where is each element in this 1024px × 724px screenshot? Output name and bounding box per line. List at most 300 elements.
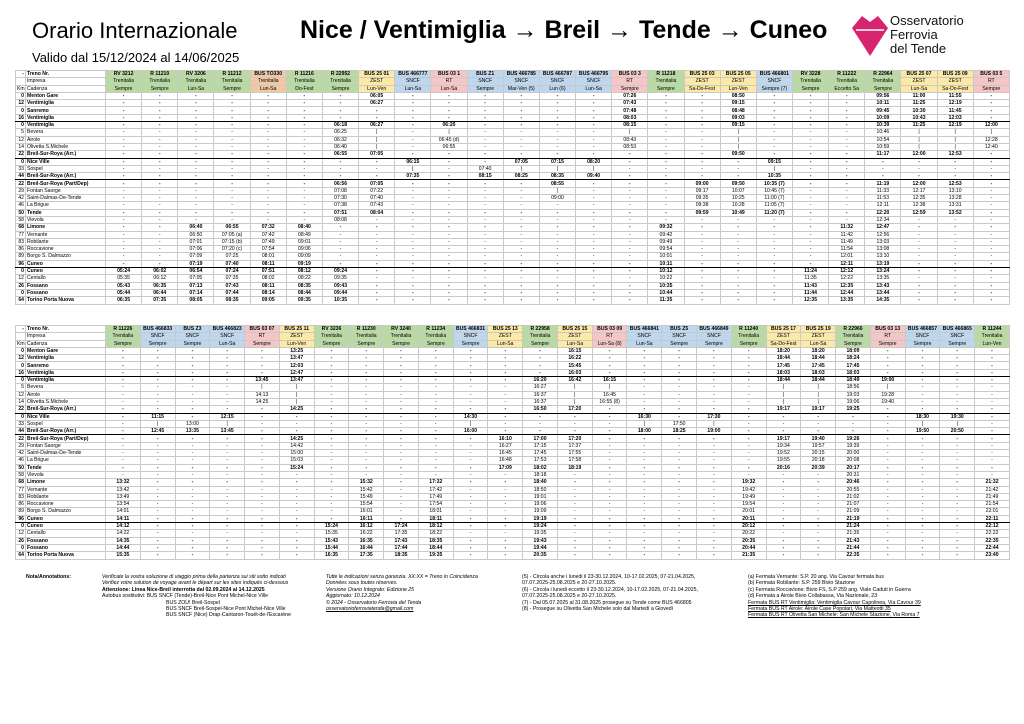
time-cell: - <box>250 195 286 202</box>
time-cell: 08:44 <box>286 289 322 296</box>
time-cell: 10:35 <box>756 173 792 180</box>
time-cell: - <box>592 464 627 471</box>
time-cell: - <box>576 282 612 289</box>
time-cell: - <box>314 479 349 486</box>
km-cell: 50 <box>16 464 26 471</box>
operator-cell: SNCF <box>539 78 575 85</box>
time-cell: - <box>106 224 142 231</box>
time-cell: - <box>684 253 720 260</box>
time-cell: | <box>901 129 937 136</box>
km-cell: 58 <box>16 471 26 478</box>
time-cell: 18:44 <box>766 355 801 362</box>
train-number-cell: BUS 466777 <box>395 71 431 78</box>
time-cell: 14:35 <box>865 297 901 304</box>
time-cell: 14:42 <box>279 442 314 449</box>
time-cell: - <box>836 428 871 435</box>
time-cell: 12:35 <box>792 297 828 304</box>
time-cell: 18:20 <box>801 347 836 354</box>
time-cell: - <box>662 552 697 559</box>
time-cell: 14:13 <box>245 391 280 398</box>
time-cell: - <box>697 515 732 522</box>
time-cell: 19:40 <box>870 398 905 405</box>
time-cell: - <box>905 508 940 515</box>
time-cell: 19:43 <box>523 537 558 544</box>
time-cell: 12:35 <box>901 195 937 202</box>
time-cell: - <box>829 143 865 150</box>
time-cell: - <box>662 435 697 442</box>
time-cell: - <box>612 173 648 180</box>
time-cell: - <box>210 362 245 369</box>
time-cell: - <box>140 471 175 478</box>
time-cell: - <box>792 100 828 107</box>
note-link[interactable]: osservatorioferroviatenda@gmail.com <box>326 606 414 613</box>
time-cell: 17:42 <box>418 486 453 493</box>
time-cell: - <box>106 442 141 449</box>
time-cell: 08:08 <box>322 216 358 223</box>
time-cell: - <box>210 450 245 457</box>
time-cell: - <box>697 508 732 515</box>
time-cell: - <box>210 523 245 530</box>
train-number-cell: R 11240 <box>731 326 766 333</box>
time-cell: - <box>684 216 720 223</box>
time-cell: | <box>359 136 395 143</box>
time-cell: 09:05 <box>250 297 286 304</box>
time-cell: - <box>612 260 648 267</box>
time-cell: - <box>395 275 431 282</box>
time-cell: - <box>106 165 142 172</box>
time-cell: 17:00 <box>523 435 558 442</box>
time-cell: - <box>286 180 322 187</box>
operator-cell: SNCF <box>697 333 732 340</box>
days-cell: Sempre <box>384 340 419 347</box>
time-cell: - <box>697 377 732 384</box>
time-cell: 10:54 <box>865 136 901 143</box>
km-header-cell <box>16 78 26 85</box>
time-cell: | <box>557 391 592 398</box>
time-cell: - <box>503 282 539 289</box>
km-cell: 50 <box>16 209 26 216</box>
time-cell: - <box>106 122 142 129</box>
time-cell: - <box>940 355 975 362</box>
time-cell: - <box>431 231 467 238</box>
time-cell: - <box>697 391 732 398</box>
time-cell: 11:44 <box>792 289 828 296</box>
time-cell: | <box>539 187 575 194</box>
notes-col2 <box>102 574 291 619</box>
station-row <box>16 209 1010 216</box>
time-cell: - <box>829 173 865 180</box>
note-line: BUS SNCF (Nice) Drap-Cantaron-Touët-de-l'Escarène <box>166 612 291 619</box>
time-cell: - <box>756 289 792 296</box>
time-cell: - <box>662 471 697 478</box>
station-row <box>16 501 1010 508</box>
time-cell: - <box>592 457 627 464</box>
time-cell: - <box>142 246 178 253</box>
time-cell: 07:51 <box>322 209 358 216</box>
time-cell: - <box>940 347 975 354</box>
time-cell: - <box>286 165 322 172</box>
time-cell: - <box>210 493 245 500</box>
time-cell: - <box>731 406 766 413</box>
time-cell: 16:22 <box>349 530 384 537</box>
days-cell: Sempre <box>792 85 828 92</box>
train-number-cell: BUS 03 5 <box>973 71 1009 78</box>
station-row <box>16 92 1010 99</box>
time-cell: - <box>697 464 732 471</box>
time-cell: 08:04 <box>359 209 395 216</box>
time-cell: - <box>612 268 648 275</box>
time-cell: - <box>940 508 975 515</box>
time-cell: - <box>870 450 905 457</box>
time-cell: - <box>973 187 1009 194</box>
time-cell: - <box>684 151 720 158</box>
note-line: 07.07.2025-25.08.2025 e 20-27.10.2025. <box>522 593 617 600</box>
time-cell: - <box>106 420 141 427</box>
time-cell: - <box>697 369 732 376</box>
time-cell: - <box>467 187 503 194</box>
station-name: Breil-Sur-Roya (Part/Dep) <box>26 180 106 187</box>
time-cell: 13:54 <box>106 501 141 508</box>
station-row <box>16 384 1010 391</box>
note-line: Verificate la vostra soluzione di viaggio prima della partenza sui siti sotto indicati <box>102 574 286 580</box>
time-cell: 15:24 <box>279 464 314 471</box>
time-cell: - <box>395 107 431 114</box>
time-cell: - <box>662 391 697 398</box>
time-cell: 19:00 <box>870 377 905 384</box>
time-cell: 09:19 <box>286 260 322 267</box>
time-cell: - <box>106 413 141 420</box>
time-cell: 22:22 <box>975 530 1010 537</box>
time-cell: - <box>648 151 684 158</box>
time-cell: - <box>731 471 766 478</box>
time-cell: - <box>539 202 575 209</box>
time-cell: 06:35 <box>142 282 178 289</box>
time-cell: - <box>142 187 178 194</box>
time-cell: 11:35 <box>792 275 828 282</box>
time-cell: - <box>684 173 720 180</box>
station-row <box>16 158 1010 165</box>
header <box>0 0 1024 70</box>
km-cell: 12 <box>16 136 26 143</box>
km-cell: 12 <box>16 530 26 537</box>
time-cell: | <box>937 136 973 143</box>
train-number-cell: BUS 466857 <box>905 326 940 333</box>
time-cell: - <box>940 486 975 493</box>
time-cell: | <box>801 391 836 398</box>
time-cell: - <box>731 450 766 457</box>
time-cell: - <box>648 202 684 209</box>
time-cell: - <box>627 362 662 369</box>
time-cell: - <box>756 238 792 245</box>
time-cell: - <box>384 479 419 486</box>
time-cell: - <box>870 362 905 369</box>
time-cell: - <box>142 180 178 187</box>
days-cell: Sa-Do-Fest <box>937 85 973 92</box>
time-cell: - <box>940 479 975 486</box>
time-cell: - <box>870 464 905 471</box>
train-number-cell: RV 3228 <box>792 71 828 78</box>
time-cell: - <box>140 398 175 405</box>
time-cell: 09:43 <box>322 282 358 289</box>
time-cell: - <box>627 552 662 559</box>
time-cell: 13:52 <box>937 209 973 216</box>
time-cell: 12:11 <box>865 202 901 209</box>
time-cell: | <box>592 384 627 391</box>
time-cell: - <box>210 537 245 544</box>
time-cell: 20:35 <box>523 552 558 559</box>
time-cell: 11:45 <box>937 107 973 114</box>
time-cell: - <box>766 471 801 478</box>
time-cell: 07:51 <box>250 268 286 275</box>
time-cell: - <box>576 92 612 99</box>
time-cell: 07:01 <box>178 238 214 245</box>
time-cell: 10:39 <box>865 122 901 129</box>
time-cell: - <box>384 493 419 500</box>
km-cell: 0 <box>16 347 26 354</box>
time-cell: - <box>214 180 250 187</box>
time-cell: - <box>697 398 732 405</box>
operator-cell: Trenitalia <box>106 78 142 85</box>
time-cell: 16:35 <box>314 552 349 559</box>
time-cell: - <box>106 173 142 180</box>
time-cell: - <box>488 493 523 500</box>
time-cell: - <box>576 129 612 136</box>
time-cell: 17:37 <box>557 442 592 449</box>
time-cell: - <box>801 471 836 478</box>
time-cell: - <box>870 420 905 427</box>
time-cell: 17:44 <box>384 544 419 551</box>
time-cell: - <box>210 377 245 384</box>
time-cell: 13:03 <box>865 238 901 245</box>
time-cell: 06:18 <box>322 122 358 129</box>
time-cell: 12:19 <box>937 100 973 107</box>
time-cell: - <box>106 428 141 435</box>
time-cell: - <box>756 260 792 267</box>
time-cell: - <box>684 275 720 282</box>
km-cell: 89 <box>16 253 26 260</box>
time-cell: - <box>384 347 419 354</box>
time-cell: - <box>870 413 905 420</box>
time-cell: - <box>349 369 384 376</box>
time-cell: 09:15 <box>720 100 756 107</box>
station-row <box>16 122 1010 129</box>
time-cell: 12:47 <box>865 224 901 231</box>
station-row <box>16 391 1010 398</box>
time-cell: 12:44 <box>829 289 865 296</box>
time-cell: - <box>973 260 1009 267</box>
time-cell: 19:17 <box>766 435 801 442</box>
time-cell: 13:31 <box>937 202 973 209</box>
time-cell: - <box>314 384 349 391</box>
station-name: Fossano <box>26 544 106 551</box>
time-cell: 18:56 <box>836 384 871 391</box>
time-cell: - <box>662 457 697 464</box>
time-cell: - <box>106 92 142 99</box>
km-cell: 16 <box>16 114 26 121</box>
time-cell: - <box>359 114 395 121</box>
time-cell: - <box>453 457 488 464</box>
station-name: Vernante <box>26 486 106 493</box>
time-cell: 22:01 <box>975 508 1010 515</box>
km-cell: 22 <box>16 435 26 442</box>
time-cell: 17:20 <box>557 406 592 413</box>
time-cell: - <box>720 224 756 231</box>
time-cell: - <box>322 114 358 121</box>
time-cell: - <box>395 202 431 209</box>
time-cell: - <box>801 486 836 493</box>
time-cell: - <box>210 515 245 522</box>
time-cell: - <box>801 523 836 530</box>
operator-cell: SNCF <box>627 333 662 340</box>
time-cell: - <box>279 552 314 559</box>
time-cell: - <box>214 216 250 223</box>
time-cell: 18:50 <box>523 486 558 493</box>
time-cell: - <box>662 486 697 493</box>
note-line: (8) - Prosegue su Olivetta San Michele solo dal Martedì a Giovedì <box>522 606 674 613</box>
time-cell: - <box>801 501 836 508</box>
train-number-cell: BUS 466823 <box>210 326 245 333</box>
time-cell: - <box>756 297 792 304</box>
time-cell: - <box>384 369 419 376</box>
time-cell: - <box>286 158 322 165</box>
time-cell: - <box>870 369 905 376</box>
time-cell: - <box>106 464 141 471</box>
time-cell: - <box>467 151 503 158</box>
days-cell: Sa-Do-Fest <box>684 85 720 92</box>
time-cell: 13:49 <box>106 493 141 500</box>
time-cell: 07:48 <box>612 107 648 114</box>
km-header-cell: Km <box>17 85 25 92</box>
km-cell: 96 <box>16 260 26 267</box>
time-cell: - <box>142 129 178 136</box>
time-cell: - <box>792 107 828 114</box>
operator-cell: ZEST <box>557 333 592 340</box>
days-cell: Lun-Sa <box>576 85 612 92</box>
time-cell: 18:35 <box>418 537 453 544</box>
station-name: La Brigue <box>26 457 106 464</box>
time-cell: - <box>314 450 349 457</box>
time-cell: - <box>697 530 732 537</box>
time-cell: 17:58 <box>557 457 592 464</box>
time-cell: - <box>210 391 245 398</box>
km-cell: 5 <box>16 384 26 391</box>
operator-cell: SNCF <box>940 333 975 340</box>
time-cell: - <box>937 297 973 304</box>
time-cell: - <box>384 464 419 471</box>
time-cell: - <box>662 544 697 551</box>
notes-col5 <box>748 574 921 619</box>
time-cell: | <box>901 143 937 150</box>
time-cell: 13:47 <box>279 377 314 384</box>
time-cell: - <box>503 253 539 260</box>
days-cell: Lun-Sa <box>431 85 467 92</box>
time-cell: 11:55 <box>937 92 973 99</box>
time-cell: 21:54 <box>975 501 1010 508</box>
time-cell: 12:35 <box>829 282 865 289</box>
time-cell: - <box>245 355 280 362</box>
time-cell: | <box>279 391 314 398</box>
time-cell: 07:25 <box>214 253 250 260</box>
time-cell: 19:06 <box>836 398 871 405</box>
station-name: Breil-Sur-Roya (Arr.) <box>26 173 106 180</box>
time-cell: - <box>384 486 419 493</box>
time-cell: 08:15 <box>612 122 648 129</box>
time-cell: - <box>453 471 488 478</box>
operator-cell: Trenitalia <box>322 78 358 85</box>
train-number-cell: BUS 03 09 <box>592 326 627 333</box>
time-cell: - <box>250 136 286 143</box>
time-cell: - <box>322 158 358 165</box>
time-cell: - <box>503 216 539 223</box>
time-cell: - <box>245 486 280 493</box>
time-cell: 12:40 <box>973 143 1009 150</box>
station-row <box>16 428 1010 435</box>
time-cell: - <box>395 216 431 223</box>
time-cell: - <box>503 268 539 275</box>
km-cell: 64 <box>16 297 26 304</box>
time-cell: - <box>359 268 395 275</box>
station-row <box>16 202 1010 209</box>
time-cell: - <box>905 457 940 464</box>
km-cell: 77 <box>16 486 26 493</box>
km-cell: 44 <box>16 173 26 180</box>
header-row <box>16 333 1010 340</box>
time-cell: - <box>142 151 178 158</box>
time-cell: - <box>314 391 349 398</box>
time-cell: - <box>975 457 1010 464</box>
time-cell: 06:25 <box>322 129 358 136</box>
time-cell: - <box>178 122 214 129</box>
time-cell: 10:43 <box>901 114 937 121</box>
time-cell: 11:25 <box>901 122 937 129</box>
time-cell: - <box>488 362 523 369</box>
time-cell: - <box>792 180 828 187</box>
station-row <box>16 151 1010 158</box>
notes-title: Nota/Annotations: <box>26 574 71 580</box>
note-line: Aggiornato: 10.12.2024 <box>326 593 380 600</box>
time-cell: 06:32 <box>322 136 358 143</box>
time-cell: | <box>627 420 662 427</box>
time-cell: - <box>697 552 732 559</box>
time-cell: - <box>557 515 592 522</box>
time-cell: 15:00 <box>279 450 314 457</box>
time-cell: - <box>697 450 732 457</box>
time-cell: 16:00 <box>453 428 488 435</box>
days-cell: Sempre <box>523 340 558 347</box>
time-cell: - <box>488 377 523 384</box>
time-cell: - <box>592 369 627 376</box>
time-cell: - <box>756 114 792 121</box>
time-cell: | <box>940 420 975 427</box>
time-cell: - <box>905 523 940 530</box>
km-cell: 26 <box>16 282 26 289</box>
station-name: Centallo <box>26 530 106 537</box>
time-cell: - <box>937 275 973 282</box>
time-cell: 15:44 <box>314 544 349 551</box>
time-cell: - <box>612 202 648 209</box>
time-cell: - <box>592 471 627 478</box>
time-cell: - <box>973 246 1009 253</box>
time-cell: 08:43 <box>612 136 648 143</box>
km-cell: 0 <box>16 107 26 114</box>
time-cell: 16:15 <box>592 377 627 384</box>
time-cell: - <box>766 479 801 486</box>
station-name: Fossano <box>26 282 106 289</box>
operator-cell: SNCF <box>756 78 792 85</box>
time-cell: 13:43 <box>865 282 901 289</box>
time-cell: - <box>140 442 175 449</box>
time-cell: - <box>250 209 286 216</box>
